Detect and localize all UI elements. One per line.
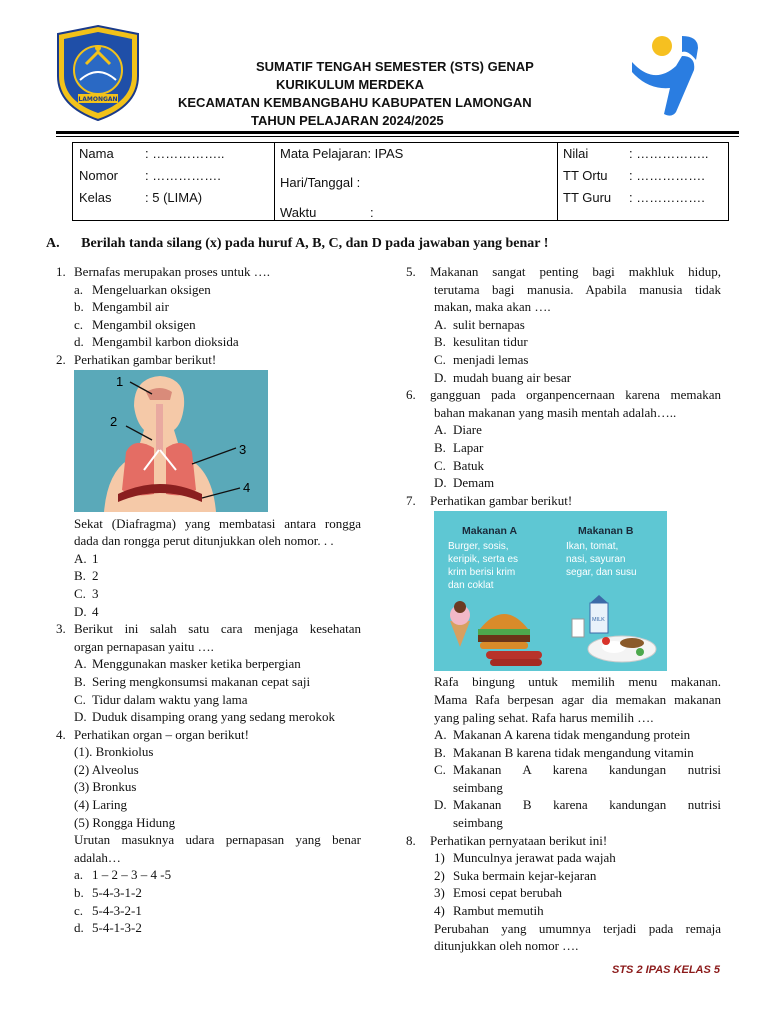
diagram-label-1: 1 <box>116 373 124 389</box>
question-text: ditunjukkan oleh nomor …. <box>434 938 579 954</box>
option-letter[interactable]: A. <box>434 727 447 743</box>
page-footer: STS 2 IPAS KELAS 5 <box>612 964 720 976</box>
score-label: Nilai <box>563 146 589 161</box>
option-text: Menggunakan masker ketika berpergian <box>92 656 301 672</box>
option-item[interactable] <box>406 316 721 334</box>
number-label: Nomor <box>79 168 119 183</box>
list-item <box>56 761 361 779</box>
option-item[interactable] <box>406 726 721 744</box>
option-item[interactable] <box>406 369 721 387</box>
option-item[interactable] <box>56 691 361 709</box>
option-item[interactable] <box>56 298 361 316</box>
list-item <box>406 884 721 902</box>
option-letter[interactable]: B. <box>434 744 446 760</box>
option-item[interactable] <box>56 866 361 884</box>
option-item[interactable] <box>56 316 361 334</box>
left-column <box>56 263 361 937</box>
option-text: Diare <box>453 422 482 438</box>
question-number: 3. <box>56 621 66 637</box>
question-body <box>406 404 721 422</box>
question-text: gangguan pada organpencernaan karena memakan <box>430 387 721 403</box>
svg-text:LAMONGAN: LAMONGAN <box>78 96 118 103</box>
option-item[interactable] <box>56 655 361 673</box>
diagram-label-2: 2 <box>110 413 118 429</box>
question-number: 6. <box>406 387 416 403</box>
organ-item: (5) Rongga Hidung <box>74 814 176 830</box>
question-number: 1. <box>56 264 66 279</box>
option-item[interactable] <box>56 708 361 726</box>
food-a-desc: Burger, sosis, <box>448 541 509 553</box>
header-title: SUMATIF TENGAH SEMESTER (STS) GENAP <box>256 59 534 74</box>
option-letter[interactable]: D. <box>434 797 447 813</box>
option-item[interactable] <box>56 550 361 568</box>
option-text: Demam <box>453 475 495 491</box>
question-text: Rafa bingung untuk memilih menu makanan. <box>434 674 721 690</box>
option-letter[interactable]: b. <box>74 299 84 315</box>
option-text: Duduk disamping orang yang sedang merokok <box>92 709 335 725</box>
statement-text: Suka bermain kejar-kejaran <box>453 867 597 883</box>
statement-number: 4) <box>434 903 445 919</box>
option-text: 5-4-3-1-2 <box>92 885 142 901</box>
option-item[interactable] <box>406 796 721 814</box>
question-text: Perubahan yang umumnya terjadi pada remaja <box>434 920 721 936</box>
lamongan-regency-logo <box>54 24 142 122</box>
option-text: Makanan A karena kandungan nutrisi <box>453 762 721 778</box>
option-item[interactable] <box>406 744 721 762</box>
option-item[interactable] <box>406 333 721 351</box>
option-letter[interactable]: A. <box>434 422 447 438</box>
option-text: menjadi lemas <box>453 351 529 367</box>
option-letter[interactable]: D. <box>74 603 87 619</box>
question-body <box>406 920 721 938</box>
number-field[interactable]: : ……………. <box>145 168 221 183</box>
list-item <box>56 778 361 796</box>
header-rule-thick <box>56 131 739 134</box>
question-body <box>406 673 721 691</box>
option-item[interactable] <box>56 585 361 603</box>
question-text: yang paling sehat. Rafa harus memilih …. <box>434 709 654 725</box>
score-field[interactable]: : …………….. <box>629 146 709 161</box>
header-rule-thin <box>56 136 739 137</box>
question-text: Urutan masuknya udara pernapasan yang benar <box>74 832 361 848</box>
list-item <box>406 867 721 885</box>
question-1 <box>56 263 361 281</box>
option-text: 5-4-1-3-2 <box>92 920 142 936</box>
option-letter[interactable]: B. <box>74 568 86 584</box>
option-text: Makanan A karena tidak mengandung protein <box>453 727 691 743</box>
question-text: Perhatikan gambar berikut! <box>430 492 573 508</box>
option-item[interactable] <box>56 567 361 585</box>
question-body <box>406 298 721 316</box>
option-letter[interactable]: c. <box>74 316 84 332</box>
option-text: Tidur dalam waktu yang lama <box>92 691 248 707</box>
list-item <box>406 902 721 920</box>
option-letter[interactable]: d. <box>74 334 84 350</box>
organ-item: (4) Laring <box>74 797 128 813</box>
option-text: 3 <box>92 585 99 601</box>
merdeka-curriculum-logo <box>624 26 708 118</box>
option-letter[interactable]: c. <box>74 902 84 918</box>
time-label: Waktu <box>280 205 317 220</box>
option-letter[interactable]: D. <box>434 475 447 491</box>
name-label: Nama <box>79 146 114 161</box>
option-text: Mengambil air <box>92 299 169 315</box>
option-text: sulit bernapas <box>453 316 525 332</box>
food-a-desc: keripik, serta es <box>448 554 519 566</box>
option-item[interactable] <box>406 421 721 439</box>
list-item <box>56 743 361 761</box>
option-text: 1 – 2 – 3 – 4 -5 <box>92 867 172 883</box>
food-a-desc: krim berisi krim <box>448 567 516 579</box>
option-item[interactable] <box>56 673 361 691</box>
option-letter[interactable]: A. <box>74 656 87 672</box>
option-letter[interactable]: B. <box>434 334 446 350</box>
question-number: 2. <box>56 351 66 367</box>
question-body <box>406 709 721 727</box>
option-letter[interactable]: C. <box>74 691 86 707</box>
option-letter[interactable]: B. <box>434 439 446 455</box>
option-text: Batuk <box>453 457 485 473</box>
question-body <box>406 281 721 299</box>
question-text: Berikut ini salah satu cara menjaga kesehatan <box>74 621 361 637</box>
question-6 <box>406 386 721 404</box>
student-identity-table <box>72 142 729 221</box>
option-text: 2 <box>92 568 99 584</box>
diagram-label-4: 4 <box>243 479 251 495</box>
question-text: Perhatikan pernyataan berikut ini! <box>430 832 608 848</box>
respiratory-illustration-wrap <box>56 369 361 515</box>
option-text: seimbang <box>453 779 503 795</box>
right-column <box>406 263 721 955</box>
option-text: seimbang <box>453 815 503 831</box>
question-2 <box>56 351 361 369</box>
teacher-signature-field[interactable]: : ……………. <box>629 190 705 205</box>
question-text: Makanan sangat penting bagi makhluk hidup, <box>430 264 721 279</box>
question-body <box>56 831 361 849</box>
option-text: kesulitan tidur <box>453 334 528 350</box>
question-4 <box>56 726 361 744</box>
option-letter[interactable]: D. <box>74 709 87 725</box>
time-field[interactable]: : <box>370 205 374 220</box>
name-field[interactable]: : …………….. <box>145 146 225 161</box>
statement-number: 1) <box>434 850 445 866</box>
question-number: 5. <box>406 264 416 279</box>
organ-item: (3) Bronkus <box>74 779 137 795</box>
question-8 <box>406 832 721 850</box>
option-text: Makanan B karena tidak mengandung vitamin <box>453 744 694 760</box>
food-illustration-wrap <box>406 509 721 673</box>
option-item[interactable] <box>56 919 361 937</box>
statement-text: Rambut memutih <box>453 903 544 919</box>
option-letter[interactable]: A. <box>434 316 447 332</box>
option-letter[interactable]: b. <box>74 885 84 901</box>
option-letter[interactable]: a. <box>74 281 84 297</box>
option-item[interactable] <box>56 333 361 351</box>
question-body <box>406 691 721 709</box>
parent-signature-field[interactable]: : ……………. <box>629 168 705 183</box>
diagram-label-3: 3 <box>239 441 247 457</box>
question-body <box>56 515 361 533</box>
food-b-desc: segar, dan susu <box>566 567 637 579</box>
option-letter[interactable]: D. <box>434 369 447 385</box>
list-item <box>406 849 721 867</box>
question-text: bahan makanan yang masih mentah adalah….. <box>434 404 677 420</box>
statement-text: Emosi cepat berubah <box>453 885 563 901</box>
question-text: organ pernapasan yaitu …. <box>74 638 214 654</box>
statement-number: 2) <box>434 867 445 883</box>
option-text: Lapar <box>453 439 484 455</box>
date-field[interactable]: Hari/Tanggal : <box>280 175 361 190</box>
food-b-desc: nasi, sayuran <box>566 554 626 566</box>
question-text: makan, maka akan …. <box>434 299 551 315</box>
organ-item: (2) Alveolus <box>74 761 139 777</box>
option-text: 4 <box>92 603 99 619</box>
option-item[interactable] <box>56 281 361 299</box>
respiratory-system-image <box>74 370 268 512</box>
question-7 <box>406 492 721 510</box>
question-text: Mama Rafa berpesan agar dia memakan makanan <box>434 691 721 707</box>
class-value: : 5 (LIMA) <box>145 190 203 205</box>
parent-signature-label: TT Ortu <box>563 168 608 183</box>
table-divider <box>557 143 558 220</box>
food-a-desc: dan coklat <box>448 580 494 592</box>
section-letter: A. <box>46 236 60 251</box>
option-text: Mengambil oksigen <box>92 316 196 332</box>
question-text: Perhatikan gambar berikut! <box>74 351 217 367</box>
food-b-desc: Ikan, tomat, <box>566 541 619 553</box>
list-item <box>56 814 361 832</box>
instruction-text: Berilah tanda silang (x) pada huruf A, B, C, dan D pada jawaban yang benar ! <box>81 236 549 251</box>
option-text: Mengeluarkan oksigen <box>92 281 211 297</box>
question-text: Bernafas merupakan proses untuk …. <box>74 264 271 279</box>
option-letter[interactable]: B. <box>74 673 86 689</box>
option-letter[interactable]: d. <box>74 920 84 936</box>
option-text: 5-4-3-2-1 <box>92 902 142 918</box>
option-item[interactable] <box>406 351 721 369</box>
question-body <box>56 638 361 656</box>
question-text: terutama bagi manusia. Apabila manusia tidak <box>434 281 721 297</box>
question-number: 4. <box>56 726 66 742</box>
question-number: 7. <box>406 492 416 508</box>
question-text: dada dan rongga perut ditunjukkan oleh nomor. . . <box>74 533 334 549</box>
option-item[interactable] <box>56 603 361 621</box>
option-text: Sering mengkonsumsi makanan cepat saji <box>92 673 311 689</box>
option-text: 1 <box>92 550 99 566</box>
question-text: Sekat (Diafragma) yang membatasi antara rongga <box>74 515 361 531</box>
statement-number: 3) <box>434 885 445 901</box>
option-item-continued <box>406 779 721 797</box>
header-curriculum: KURIKULUM MERDEKA <box>276 77 425 92</box>
option-item[interactable] <box>406 457 721 475</box>
option-letter[interactable]: a. <box>74 867 84 883</box>
option-letter[interactable]: C. <box>434 351 446 367</box>
option-item[interactable] <box>406 439 721 457</box>
option-letter[interactable]: C. <box>434 457 446 473</box>
option-item[interactable] <box>56 884 361 902</box>
organ-item: (1). Bronkiolus <box>74 744 154 760</box>
teacher-signature-label: TT Guru <box>563 190 612 205</box>
option-text: Makanan B karena kandungan nutrisi <box>453 797 721 813</box>
milk-carton-label: MILK <box>592 617 605 624</box>
header-district: KECAMATAN KEMBANGBAHU KABUPATEN LAMONGAN <box>178 95 532 110</box>
option-letter[interactable]: A. <box>74 550 87 566</box>
question-body <box>406 937 721 955</box>
section-instruction <box>46 236 548 252</box>
question-3 <box>56 620 361 638</box>
statement-text: Munculnya jerawat pada wajah <box>453 850 616 866</box>
table-divider <box>274 143 275 220</box>
question-5 <box>406 263 721 281</box>
food-b-title: Makanan B <box>578 525 634 538</box>
subject-label: Mata Pelajaran: IPAS <box>280 146 404 161</box>
option-letter[interactable]: C. <box>74 585 86 601</box>
class-label: Kelas <box>79 190 112 205</box>
question-text: Perhatikan organ – organ berikut! <box>74 726 249 742</box>
option-item[interactable] <box>56 902 361 920</box>
option-item-continued <box>406 814 721 832</box>
option-item[interactable] <box>406 761 721 779</box>
option-text: Mengambil karbon dioksida <box>92 334 239 350</box>
question-number: 8. <box>406 832 416 848</box>
question-body <box>56 532 361 550</box>
question-body <box>56 849 361 867</box>
food-a-title: Makanan A <box>462 525 518 538</box>
list-item <box>56 796 361 814</box>
header-year: TAHUN PELAJARAN 2024/2025 <box>251 113 444 128</box>
question-text: adalah… <box>74 849 121 865</box>
option-item[interactable] <box>406 474 721 492</box>
option-text: mudah buang air besar <box>453 369 572 385</box>
food-comparison-image <box>434 511 667 671</box>
option-letter[interactable]: C. <box>434 762 446 778</box>
